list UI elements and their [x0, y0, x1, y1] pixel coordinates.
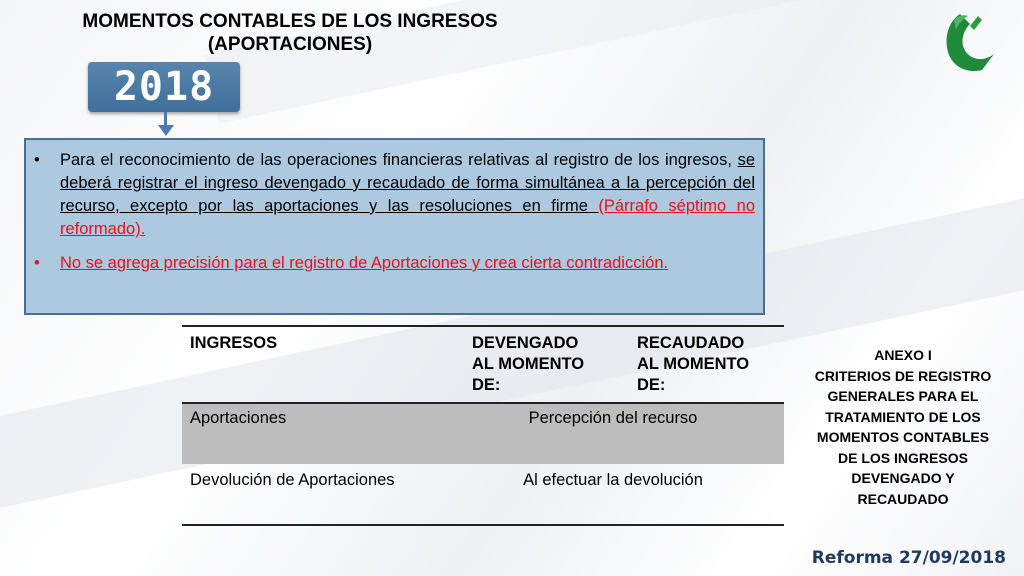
anexo-line: TRATAMIENTO DE LOS — [825, 408, 981, 425]
info-box — [24, 138, 765, 315]
green-leaf-logo-icon — [938, 10, 998, 78]
header-devengado-line: AL MOMENTO — [472, 355, 585, 373]
anexo-line: DE LOS INGRESOS — [838, 449, 968, 466]
slide-title-line1: MOMENTOS CONTABLES DE LOS INGRESOS — [82, 11, 498, 32]
header-devengado-line: DEVENGADO — [472, 334, 579, 352]
down-arrow-icon — [164, 112, 167, 126]
anexo-caption — [790, 345, 1016, 509]
year-badge: 2018 — [88, 62, 240, 112]
bullet1-red-note: (Párrafo séptimo no reformado). — [60, 197, 755, 238]
down-arrow-head-icon — [158, 125, 174, 136]
anexo-line: CRITERIOS DE REGISTRO — [814, 367, 992, 384]
anexo-line: RECAUDADO — [857, 490, 949, 507]
header-recaudado-line: DE: — [637, 376, 666, 394]
row2-ingreso: Devolución de Aportaciones — [190, 471, 395, 489]
header-recaudado-line: AL MOMENTO — [637, 355, 750, 373]
table-bottom-rule — [182, 524, 784, 526]
bullet2-text: No se agrega precisión para el registro de Aportaciones y crea cierta contradicción. — [60, 254, 669, 272]
header-devengado-line: DE: — [472, 376, 501, 394]
row2-momento: Al efectuar la devolución — [523, 471, 703, 489]
bullet-text — [60, 149, 755, 241]
anexo-line: ANEXO I — [874, 347, 932, 363]
bullet1-plain: Para el reconocimiento de las operaciones financieras relativas al registro de los ingresos, — [60, 151, 738, 169]
bullet-item-alert — [34, 252, 755, 275]
bullet-dot: • — [34, 254, 40, 272]
anexo-line: MOMENTOS CONTABLES — [816, 429, 990, 445]
bullet-item — [34, 149, 755, 241]
slide-title — [40, 10, 540, 56]
row1-ingreso: Aportaciones — [190, 409, 287, 427]
header-recaudado — [637, 333, 749, 396]
header-recaudado-line: RECAUDADO — [637, 334, 745, 352]
anexo-line: GENERALES PARA EL — [827, 388, 979, 404]
row1-momento: Percepción del recurso — [528, 409, 698, 427]
anexo-line: DEVENGADO Y — [851, 470, 955, 486]
header-devengado — [472, 333, 584, 396]
table-top-rule — [182, 325, 784, 327]
slide-title-line2: (APORTACIONES) — [207, 34, 373, 55]
footer-reforma-date: Reforma 27/09/2018 — [811, 548, 1006, 568]
bullet1-underlined: se deberá registrar el ingreso devengado y recaudado de forma simultánea a la percepción del recurso, excepto por las aportaciones y las resoluciones en firme — [60, 151, 755, 215]
bullet-dot: • — [34, 151, 40, 169]
header-ingresos: INGRESOS — [190, 334, 278, 352]
